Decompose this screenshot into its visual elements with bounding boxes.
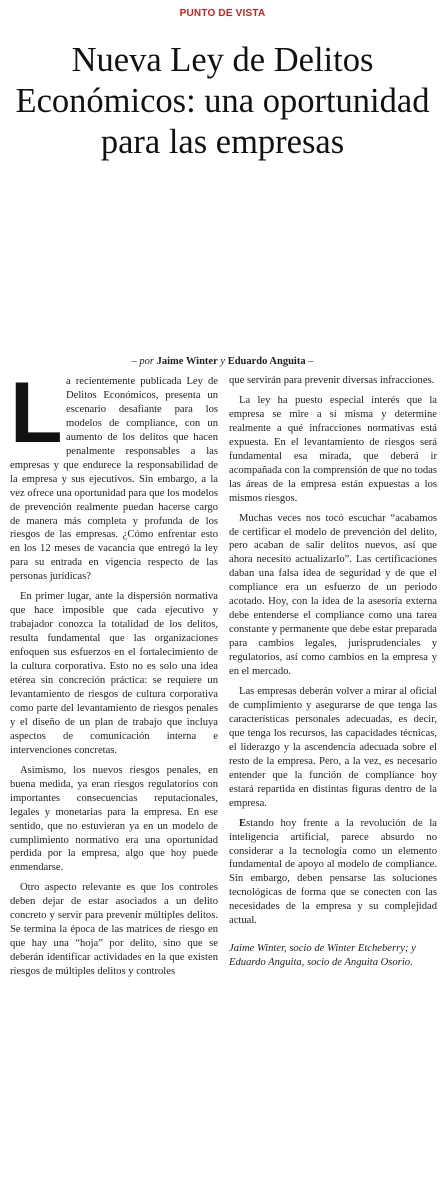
left-column [10,365,218,985]
paragraph: Otro aspecto relevante es que los controles deben dejar de estar asociados a un delito concreto y servir para prevenir múltiples delitos. Se termina la época de las matrices de riesgo en que hay una “hoja” por delito, sino que se deberán identificar actividades en la que existen riesgos de múltiples delitos y controles [10,882,218,978]
lead-paragraph [10,365,218,584]
paragraph: Las empresas deberán volver a mirar al oficial de cumplimiento y asegurarse de que tenga las características personales adecuadas, es decir, que tenga los recursos, las capacidades técnicas, el liderazgo y la ascendencia adecuada sobre el resto de la empresa. Pero, a la vez, es necesario entender que la función de compliance hoy estará repartida en distintas figuras dentro de la empresa. [229,686,437,809]
byline-author-2: Eduardo Anguita [227,356,306,367]
headline: Nueva Ley de Delitos Económicos: una oportunidad para las empresas [15,41,430,161]
paragraph: Muchas veces nos tocó escuchar “acabamos de certificar el modelo de prevención del delito, pero acaban de salir delitos nuevos, así que ahora necesito actualizarlo”. Las certificaciones daban una falsa idea de seguridad y de que el compliance era un esfuerzo de un periodo acotado. Hoy, con la idea de la asesoría externa debe entenderse el compliance como una tarea constante y permanente que debe estar preparada para cambios legales, jurisprudenciales y regulatorios, así como cambios en la empresa y en el mercado. [229,512,437,678]
paragraph [229,817,437,929]
byline-prefix: – por [131,356,154,367]
right-column [229,374,437,970]
paragraph: que servirán para prevenir diversas infracciones. [229,375,435,386]
byline-author-1: Jaime Winter [156,356,218,367]
bold-initial: E [239,817,247,829]
section-label: PUNTO DE VISTA [179,8,266,19]
paragraph-text: stando hoy frente a la revolución de la inteligencia artificial, parece absurdo no considerar a la tecnología como un elemento fundamental de apoyo al modelo de compliance. Sin embargo, deben pensarse las soluciones tecnológicas de forma que se conecten con las necesidades de la empresa y su complejidad actual. [229,817,437,927]
byline-suffix: – [308,356,314,367]
paragraph: La ley ha puesto especial interés que la empresa se mire a sí misma y determine realmente a qué infracciones normativas está expuesta. En el levantamiento de riesgos será fundamental esa mirada, que deberá ir acompañada con la comprensión de que no todas las áreas de la empresa están expuestas a los mismos riesgos. [229,394,437,504]
drop-cap: L [10,365,63,461]
byline [0,356,445,367]
author-signature: Jaime Winter, socio de Winter Etcheberry; y Eduardo Anguita, socio de Anguita Osorio. [229,943,416,969]
lead-paragraph-text: a recientemente publicada Ley de Delitos Económicos, presenta un escenario desafiante para los modelos de compliance, con un aumento de los delitos que hacen penalmente responsables a las empresas y que endurece la responsabilidad de la empresa y sus ejecutivos. Sin embargo, a la vez ofrece una oportunidad para que los modelos de prevención realmente puedan hacerse cargo de manera más completa y profunda de los riesgos de las empresas. ¿Cómo enfrentar esto en los 12 meses de vacancia que entregó la ley para su entrada en vigencia respecto de las personas jurídicas? [10,376,218,583]
paragraph: En primer lugar, ante la dispersión normativa que hace imposible que cada ejecutivo y trabajador conozca la totalidad de los delitos, resulta fundamental que las organizaciones enfoquen sus esfuerzos en el fortalecimiento de la cultura corporativa. Esto no es solo una idea etérea sin concreción práctica: se requiere un levantamiento de riesgos de cultura corporativa como parte del levantamiento de riesgos penales y el diseño de un plan de trabajo que incluya aspectos de comunicación interna e intervenciones concretas. [10,591,218,756]
paragraph: Asimismo, los nuevos riesgos penales, en buena medida, ya eran riesgos regulatorios con importantes consecuencias reputacionales, legales y monetarias para la empresa. En ese sentido, que no estuvieran ya en un modelo de cumplimiento normativo era una oportunidad perdida por la empresa, algo que hoy puede enmendarse. [10,764,218,874]
byline-conjunction: y [220,356,226,367]
